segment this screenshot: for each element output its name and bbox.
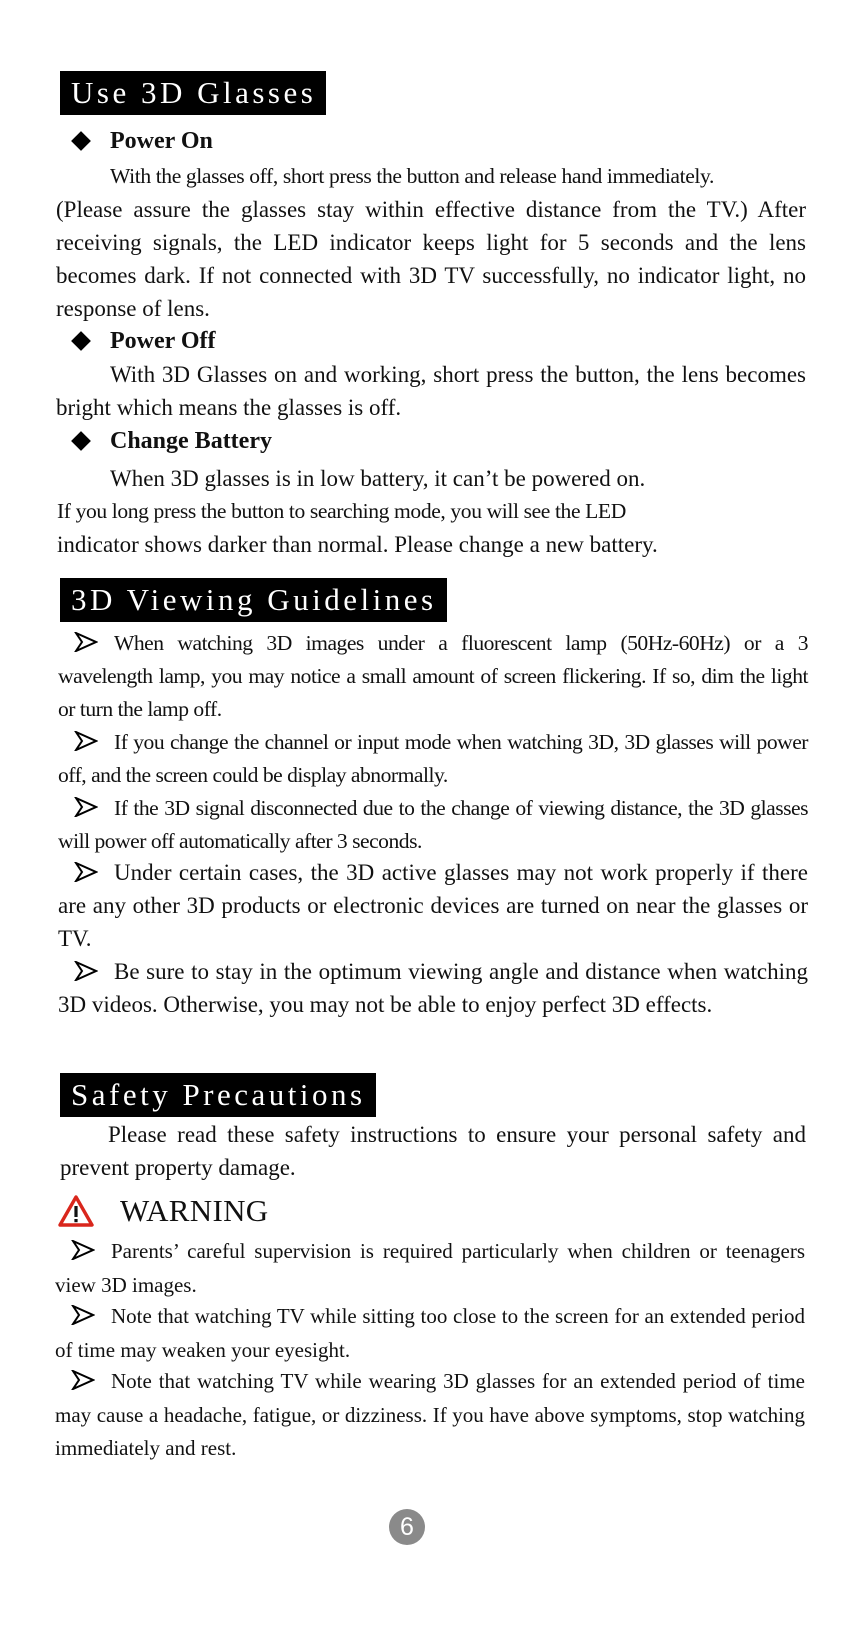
guideline-item (58, 955, 808, 1021)
warning-item-text: Note that watching TV while wearing 3D glasses for an extended period of time may cause a headache, fatigue, or dizziness. If you have above symptoms, stop watching immediately and rest. (55, 1369, 805, 1460)
guideline-text: Under certain cases, the 3D active glasses may not work properly if there are any other 3D products or electronic devices are turned on near the glasses or TV. (58, 860, 808, 951)
heading-power-on (70, 126, 213, 156)
warning-item-text: Parents’ careful supervision is required particularly when children or teenagers view 3D images. (55, 1239, 805, 1297)
arrow-bullet-icon (71, 1370, 95, 1390)
heading-change-battery-label: Change Battery (110, 428, 272, 454)
arrow-bullet-icon (74, 961, 98, 981)
heading-power-off (70, 326, 216, 356)
section-title-use-3d-glasses: Use 3D Glasses (60, 71, 326, 115)
guideline-text: When watching 3D images under a fluorescent lamp (50Hz-60Hz) or a 3 wavelength lamp, you may notice a small amount of screen flickering. If so, dim the light or turn the lamp off. (58, 631, 808, 721)
power-off-paragraph (56, 358, 806, 424)
safety-intro (60, 1118, 806, 1184)
warning-item (55, 1365, 805, 1466)
guideline-item (58, 726, 808, 792)
power-on-text-line1: With the glasses off, short press the button and release hand immediately. (110, 164, 714, 188)
arrow-bullet-icon (74, 862, 98, 882)
guideline-text: If the 3D signal disconnected due to the change of viewing distance, the 3D glasses will power off automatically after 3 seconds. (58, 796, 808, 853)
power-on-paragraph: (Please assure the glasses stay within effective distance from the TV.) After receiving signals, the LED indicator keeps light for 5 seconds and the lens becomes dark. If not connected with 3D TV successfully, no indicator light, no response of lens. (56, 197, 806, 321)
change-battery-line1 (56, 462, 806, 495)
arrow-bullet-icon (74, 632, 98, 652)
section-title-3d-viewing-guidelines: 3D Viewing Guidelines (60, 578, 447, 622)
guideline-text: If you change the channel or input mode when watching 3D, 3D glasses will power off, and the screen could be display abnormally. (58, 730, 808, 787)
heading-power-off-label: Power Off (110, 328, 216, 354)
diamond-bullet-icon (71, 431, 91, 451)
heading-change-battery (70, 426, 272, 456)
guideline-item (58, 792, 808, 858)
arrow-bullet-icon (74, 797, 98, 817)
guideline-item (58, 856, 808, 955)
change-battery-text-line1: When 3D glasses is in low battery, it can’t be powered on. (110, 466, 646, 491)
section-title-safety-precautions: Safety Precautions (60, 1073, 376, 1117)
power-off-text: With 3D Glasses on and working, short press the button, the lens becomes bright which means the glasses is off. (56, 362, 806, 420)
warning-row (58, 1192, 268, 1230)
change-battery-line2: If you long press the button to searching mode, you will see the LED (57, 499, 626, 523)
change-battery-line3: indicator shows darker than normal. Please change a new battery. (57, 532, 658, 557)
diamond-bullet-icon (71, 131, 91, 151)
warning-item (55, 1300, 805, 1367)
arrow-bullet-icon (71, 1240, 95, 1260)
arrow-bullet-icon (74, 731, 98, 751)
arrow-bullet-icon (71, 1305, 95, 1325)
safety-intro-text: Please read these safety instructions to ensure your personal safety and prevent property damage. (60, 1122, 806, 1180)
warning-item-text: Note that watching TV while sitting too close to the screen for an extended period of time may weaken your eyesight. (55, 1304, 805, 1362)
warning-label: WARNING (120, 1193, 269, 1228)
guideline-item (58, 627, 808, 726)
warning-item (55, 1235, 805, 1302)
power-on-line1 (56, 160, 806, 193)
heading-power-on-label: Power On (110, 128, 213, 154)
warning-triangle-icon (58, 1194, 94, 1228)
diamond-bullet-icon (71, 331, 91, 351)
guideline-text: Be sure to stay in the optimum viewing angle and distance when watching 3D videos. Otherwise, you may not be able to enjoy perfect 3D effects. (58, 959, 808, 1017)
page-number-badge: 6 (389, 1509, 425, 1545)
